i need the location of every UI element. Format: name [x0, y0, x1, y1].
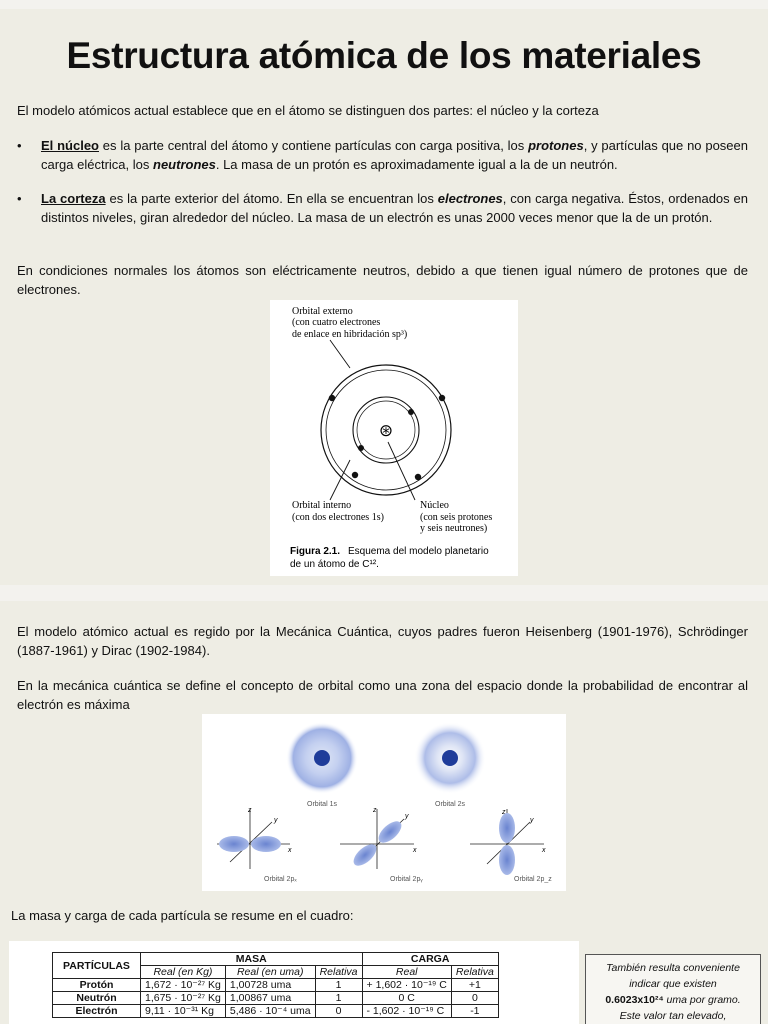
outer-orbital-label: (con cuatro electrones [292, 317, 381, 328]
figure-caption-line2: de un átomo de C¹². [290, 559, 379, 570]
nucleus-label: (con seis protones [420, 512, 493, 523]
page-title: Estructura atómica de los materiales [66, 35, 702, 76]
bullet-nucleus [17, 136, 748, 174]
charge-real: + 1,602 · 10⁻¹⁹ C [362, 979, 451, 992]
electron [329, 395, 335, 401]
charge-real: - 1,602 · 10⁻¹⁹ C [362, 1005, 451, 1018]
table-row [53, 979, 499, 992]
subheader: Real [362, 966, 451, 979]
orbital-2s-nucleus [442, 750, 458, 766]
figure-planetary-model [270, 300, 518, 576]
orbital-2pz-label: Orbital 2p_z [514, 876, 552, 883]
particle-name: Protón [53, 979, 141, 992]
orbital-2px [217, 807, 297, 883]
em-electrones: electrones [437, 191, 503, 206]
slide-atomic-structure [0, 9, 768, 585]
note-value: 0.6023x10²⁴ [605, 994, 664, 1006]
orbital-1s-nucleus [314, 750, 330, 766]
leader-line [330, 340, 350, 368]
electron [439, 395, 445, 401]
subheader: Relativa [315, 966, 362, 979]
em-protones: protones [528, 138, 584, 153]
bullet-dot: • [17, 191, 22, 206]
charge-real: 0 C [362, 992, 451, 1005]
bullet-cortex [17, 189, 748, 227]
term-nucleus: El núcleo [41, 138, 99, 153]
mass-uma: 5,486 · 10⁻⁴ uma [225, 1005, 315, 1018]
axis-label: y [530, 817, 534, 824]
axis-label: z [248, 807, 252, 814]
leader-line [388, 442, 415, 500]
mass-kg: 1,675 · 10⁻²⁷ Kg [141, 992, 226, 1005]
note-line: indicar que existen [629, 978, 717, 990]
outer-orbital-label: de enlace en hibridación sp³) [292, 329, 408, 340]
text-segment: , y partículas que no poseen carga eléctrica, los [41, 138, 748, 172]
axis-label: z [502, 809, 506, 816]
electron [415, 474, 421, 480]
mass-relative: 1 [315, 979, 362, 992]
text-segment: es la parte exterior del átomo. En ella se encuentran los [105, 191, 438, 206]
particle-name: Neutrón [53, 992, 141, 1005]
orbital-definition: En la mecánica cuántica se define el concepto de orbital como una zona del espacio donde la probabilidad de encontrar al electrón es máxima [17, 678, 748, 712]
figure-caption: Esquema del modelo planetario [348, 546, 489, 557]
intro-paragraph: El modelo atómicos actual establece que en el átomo se distinguen dos partes: el núcleo y la corteza [17, 103, 599, 118]
orbital-1s-label: Orbital 1s [307, 801, 337, 808]
subheader: Real (en Kg) [141, 966, 226, 979]
orbital-2s-label: Orbital 2s [435, 801, 465, 808]
nucleus-icon: ⊛ [378, 421, 394, 440]
note-line: Este valor tan elevado, [619, 1010, 727, 1022]
nucleus-label: Núcleo [420, 500, 449, 511]
mass-kg: 1,672 · 10⁻²⁷ Kg [141, 979, 226, 992]
note-line [586, 992, 760, 1008]
inner-orbital-label: (con dos electrones 1s) [292, 512, 384, 523]
electron [408, 409, 414, 415]
table-row [53, 992, 499, 1005]
outer-orbital-label: Orbital externo [292, 306, 353, 317]
axis-label: y [274, 817, 278, 824]
subheader: Real (en uma) [225, 966, 315, 979]
figure-caption-bold: Figura 2.1. [290, 546, 341, 557]
axis-label: x [542, 847, 546, 854]
orbital-2py-label: Orbital 2pᵧ [390, 876, 423, 883]
particles-table-box [9, 941, 579, 1024]
electron [352, 472, 358, 478]
atom-diagram [270, 300, 518, 576]
table-intro: La masa y carga de cada partícula se resume en el cuadro: [11, 908, 354, 923]
nucleus-label: y seis neutrones) [420, 523, 488, 534]
note-value-rest: uma por gramo. [663, 994, 741, 1006]
text-segment: es la parte central del átomo y contiene partículas con carga positiva, los [98, 138, 529, 153]
particle-name: Electrón [53, 1005, 141, 1018]
mass-uma: 1,00728 uma [225, 979, 315, 992]
orbital-2px-label: Orbital 2pₓ [264, 876, 297, 883]
subheader: Relativa [451, 966, 498, 979]
header-particles: PARTÍCULAS [53, 953, 141, 979]
text-segment: . La masa de un protón es aproximadamente igual a la de un neutrón. [215, 157, 618, 172]
axis-label: x [288, 847, 292, 854]
term-corteza: La corteza [41, 191, 106, 206]
orbitals-diagram [202, 714, 566, 891]
bullet-cortex-text [41, 189, 748, 227]
header-charge: CARGA [362, 953, 498, 966]
particles-table [52, 952, 499, 1018]
inner-orbital-label: Orbital interno [292, 500, 352, 511]
axis-label: y [405, 813, 409, 820]
charge-relative: 0 [451, 992, 498, 1005]
axis-label: z [373, 807, 377, 814]
electron [358, 445, 364, 451]
axis-label: x [413, 847, 417, 854]
orbital-2pz [470, 809, 552, 883]
text-segment: , con carga negativa. Éstos, ordenados en distintos niveles, giran alrededor del núcleo. La masa de un electrón es unas 2000 veces menor que la de un protón. [41, 191, 749, 225]
bullet-nucleus-text [41, 136, 748, 174]
bullet-dot: • [17, 138, 22, 153]
neutral-paragraph: En condiciones normales los átomos son eléctricamente neutros, debido a que tienen igual número de protones que de electrones. [17, 263, 748, 297]
mass-relative: 1 [315, 992, 362, 1005]
mass-relative: 0 [315, 1005, 362, 1018]
mass-uma: 1,00867 uma [225, 992, 315, 1005]
leader-line [330, 460, 350, 500]
figure-orbitals [202, 714, 566, 891]
orbital-2py [340, 807, 423, 883]
note-box [585, 954, 761, 1024]
note-line: También resulta conveniente [606, 962, 740, 974]
charge-relative: +1 [451, 979, 498, 992]
quantum-paragraph: El modelo atómico actual es regido por la Mecánica Cuántica, cuyos padres fueron Heisenberg (1901-1976), Schrödinger (1887-1961) y Dirac (1902-1984). [17, 624, 748, 658]
slide-quantum-model [0, 601, 768, 1024]
charge-relative: -1 [451, 1005, 498, 1018]
header-mass: MASA [141, 953, 363, 966]
table-row [53, 1005, 499, 1018]
mass-kg: 9,11 · 10⁻³¹ Kg [141, 1005, 226, 1018]
em-neutrones: neutrones [153, 157, 216, 172]
